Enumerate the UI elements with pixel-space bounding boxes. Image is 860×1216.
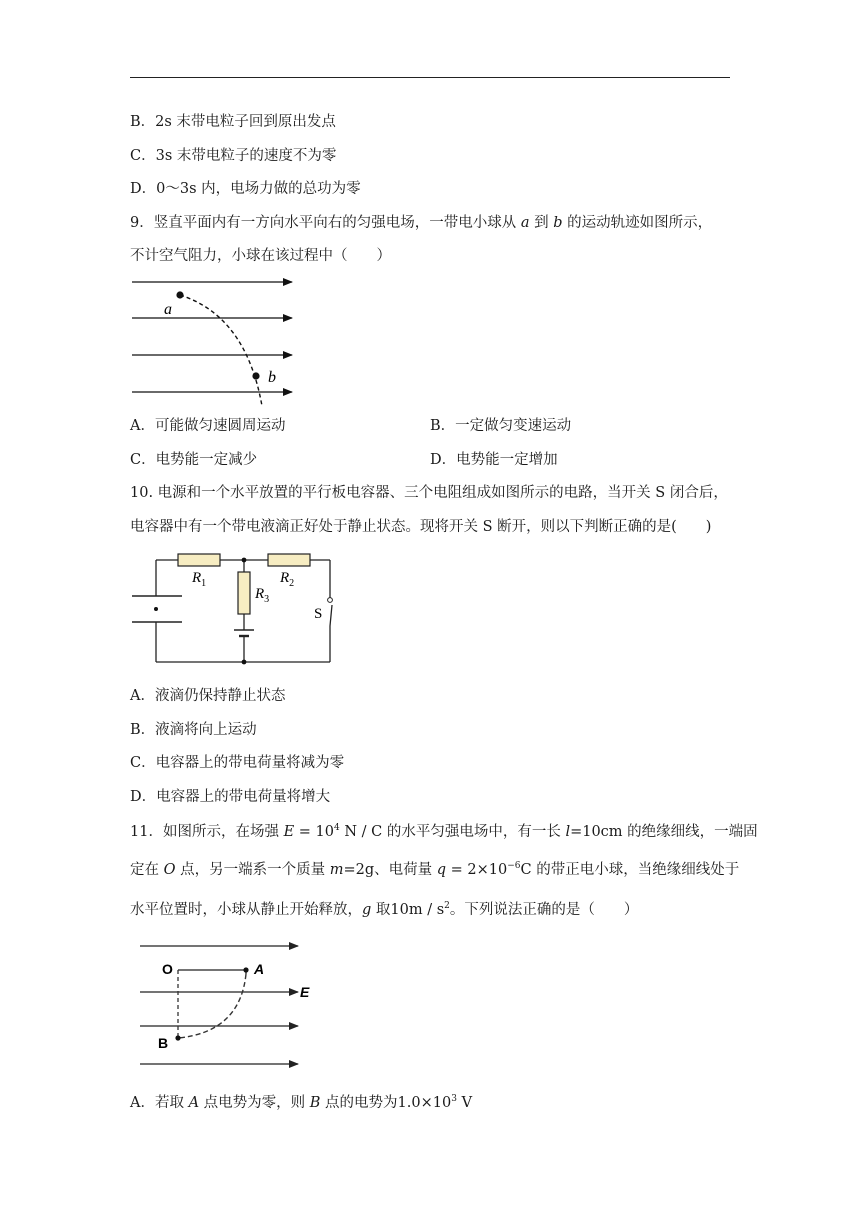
- q9-option-d: D．电势能一定增加: [430, 452, 558, 468]
- q8-option-c: C．3s 末带电粒子的速度不为零: [130, 148, 337, 164]
- q10-option-c: C．电容器上的带电荷量将减为零: [130, 755, 345, 771]
- q10-stem-line2: 电容器中有一个带电液滴正好处于静止状态。现将开关 S 断开，则以下判断正确的是( ): [130, 519, 712, 535]
- q10-stem-line1: 10. 电源和一个水平放置的平行板电容器、三个电阻组成如图所示的电路，当开关 S 闭合后，: [130, 485, 728, 501]
- q9-option-c: C．电势能一定减少: [130, 452, 258, 468]
- label-a: A: [254, 961, 265, 977]
- trajectory-path: [180, 295, 262, 406]
- label-r3: $R_3$: [255, 586, 270, 605]
- arc-ab: [178, 974, 246, 1038]
- label-b: B: [158, 1035, 169, 1051]
- q10-option-a: A．液滴仍保持静止状态: [130, 688, 286, 704]
- resistor-r3: [238, 572, 250, 614]
- q11-field-figure: [136, 936, 316, 1072]
- label-r1: $R_1$: [192, 570, 207, 589]
- label-b: b: [268, 369, 276, 386]
- junction-bottom: [242, 660, 247, 665]
- label-a: a: [164, 301, 172, 318]
- q8-option-b: B．2s 末带电粒子回到原出发点: [130, 114, 336, 130]
- q11-option-a: A．若取 A 点电势为零，则 B 点的电势为$1.0\times 10^3$ V: [130, 1094, 473, 1111]
- q9-stem-line1: 9．竖直平面内有一方向水平向右的匀强电场，一带电小球从 a 到 b 的运动轨迹如图所示，: [130, 215, 713, 231]
- q10-option-d: D．电容器上的带电荷量将增大: [130, 789, 331, 805]
- point-b-dot: [252, 372, 259, 379]
- resistor-r2: [268, 554, 310, 566]
- q10-option-b: B．液滴将向上运动: [130, 722, 257, 738]
- droplet-dot: [154, 607, 158, 611]
- resistor-r1: [178, 554, 220, 566]
- point-a-dot: [176, 291, 183, 298]
- q11-stem-line2: 定在 O 点，另一端系一个质量 m=2g、电荷量 $q = 2\times 10^{-6}C$ 的带正电小球，当绝缘细线处于: [130, 861, 740, 878]
- point-b-dot: [175, 1035, 180, 1040]
- point-a-dot: [243, 967, 248, 972]
- q9-option-a: A．可能做匀速圆周运动: [130, 418, 286, 434]
- switch-contact: [328, 598, 333, 603]
- label-r2: $R_2$: [280, 570, 295, 589]
- q9-option-b: B．一定做匀变速运动: [430, 418, 572, 434]
- label-o: O: [162, 961, 173, 977]
- junction-top: [242, 558, 247, 563]
- label-s: S: [314, 606, 323, 622]
- label-e: E: [300, 984, 310, 1000]
- q9-field-figure: [128, 274, 298, 410]
- header-rule: [130, 77, 730, 78]
- q10-circuit-figure: [128, 550, 338, 668]
- q11-stem-line1: 11．如图所示，在场强 $E = 10^4$ N / C 的水平匀强电场中，有一长 l=10cm 的绝缘细线，一端固: [130, 823, 758, 840]
- q11-stem-line3: 水平位置时，小球从静止开始释放，g 取$10m / s^2$。下列说法正确的是（ ）: [130, 901, 639, 918]
- q8-option-d: D．0～3s 内，电场力做的总功为零: [130, 181, 361, 197]
- q9-stem-line2: 不计空气阻力，小球在该过程中（ ）: [130, 248, 391, 264]
